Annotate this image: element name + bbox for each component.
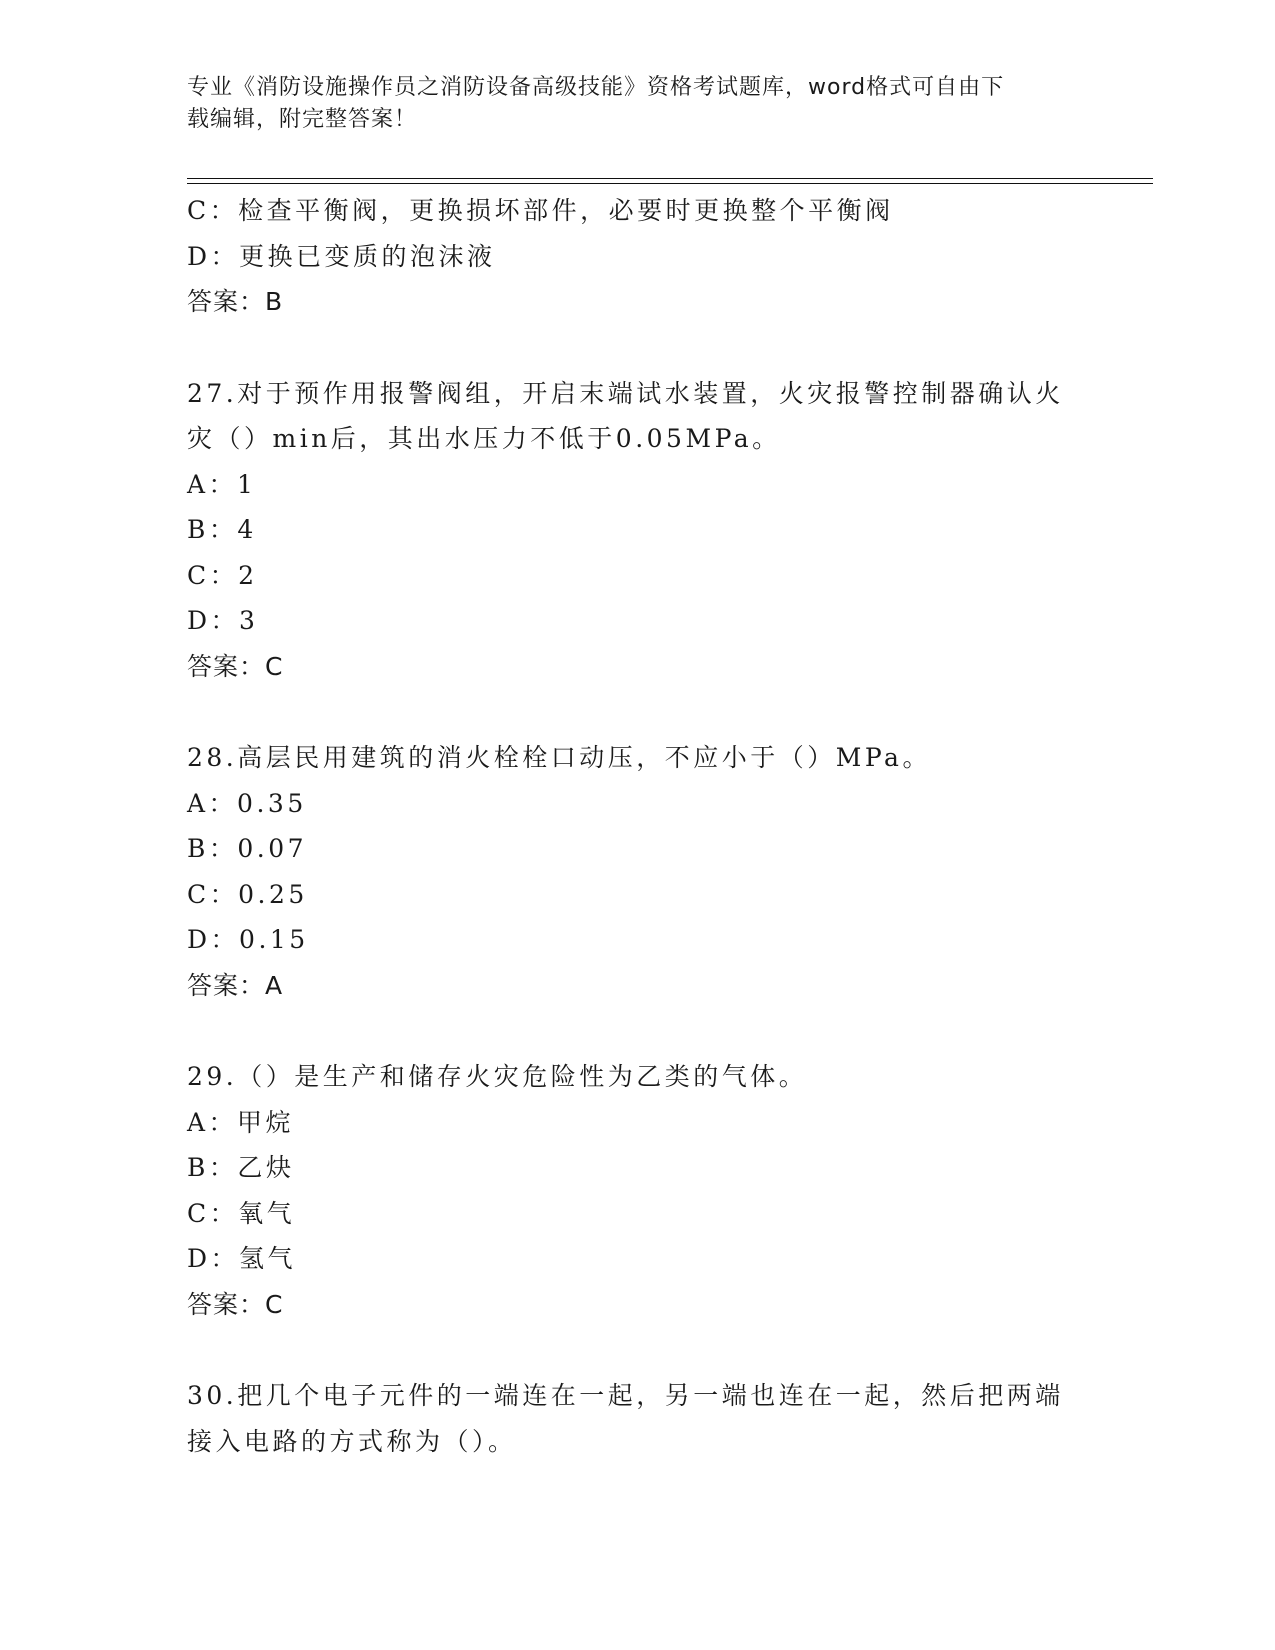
option-b: B：0.07 — [187, 834, 308, 863]
question-stem-line-1: 28.高层民用建筑的消火栓栓口动压，不应小于（）MPa。 — [187, 743, 931, 772]
spacer — [187, 689, 1087, 735]
option-c: C：2 — [187, 560, 258, 590]
header-divider — [187, 178, 1153, 184]
question-27 — [187, 371, 1087, 690]
question-stem-line-1: 29.（）是生产和储存火灾危险性为乙类的气体。 — [187, 1062, 808, 1091]
question-26-tail — [187, 188, 1087, 325]
option-b: B：乙炔 — [187, 1153, 295, 1182]
option-d: D：3 — [187, 606, 259, 635]
option-c: C：检查平衡阀，更换损坏部件，必要时更换整个平衡阀 — [187, 196, 894, 225]
header-title-line-2: 载编辑，附完整答案！ — [187, 107, 418, 132]
option-b: B：4 — [187, 515, 257, 544]
option-d: D：氢气 — [187, 1244, 297, 1273]
spacer — [187, 1008, 1087, 1054]
answer: 答案：C — [187, 1289, 284, 1319]
option-c: C：氧气 — [187, 1198, 296, 1228]
answer: 答案：A — [187, 970, 284, 1000]
question-stem-line-1: 27.对于预作用报警阀组，开启末端试水装置，火灾报警控制器确认火 — [187, 378, 1064, 408]
answer: 答案：C — [187, 651, 284, 681]
option-d: D：0.15 — [187, 925, 309, 954]
question-28 — [187, 735, 1087, 1008]
question-29 — [187, 1054, 1087, 1327]
option-a: A：甲烷 — [187, 1107, 295, 1137]
option-a: A：1 — [187, 469, 257, 499]
option-d: D：更换已变质的泡沫液 — [187, 241, 496, 271]
question-stem-line-2: 灾（）min后，其出水压力不低于0.05MPa。 — [187, 424, 781, 453]
question-stem-line-1: 30.把几个电子元件的一端连在一起，另一端也连在一起，然后把两端 — [187, 1381, 1064, 1410]
answer: 答案：B — [187, 287, 284, 316]
question-30 — [187, 1373, 1087, 1464]
option-c: C：0.25 — [187, 879, 308, 909]
header-title-line-1: 专业《消防设施操作员之消防设备高级技能》资格考试题库，word格式可自由下 — [187, 75, 1005, 100]
option-a: A：0.35 — [187, 788, 307, 818]
document-header — [187, 72, 1067, 136]
spacer — [187, 1327, 1087, 1373]
question-list — [187, 188, 1087, 1464]
question-stem-line-2: 接入电路的方式称为（）。 — [187, 1426, 517, 1456]
spacer — [187, 325, 1087, 371]
